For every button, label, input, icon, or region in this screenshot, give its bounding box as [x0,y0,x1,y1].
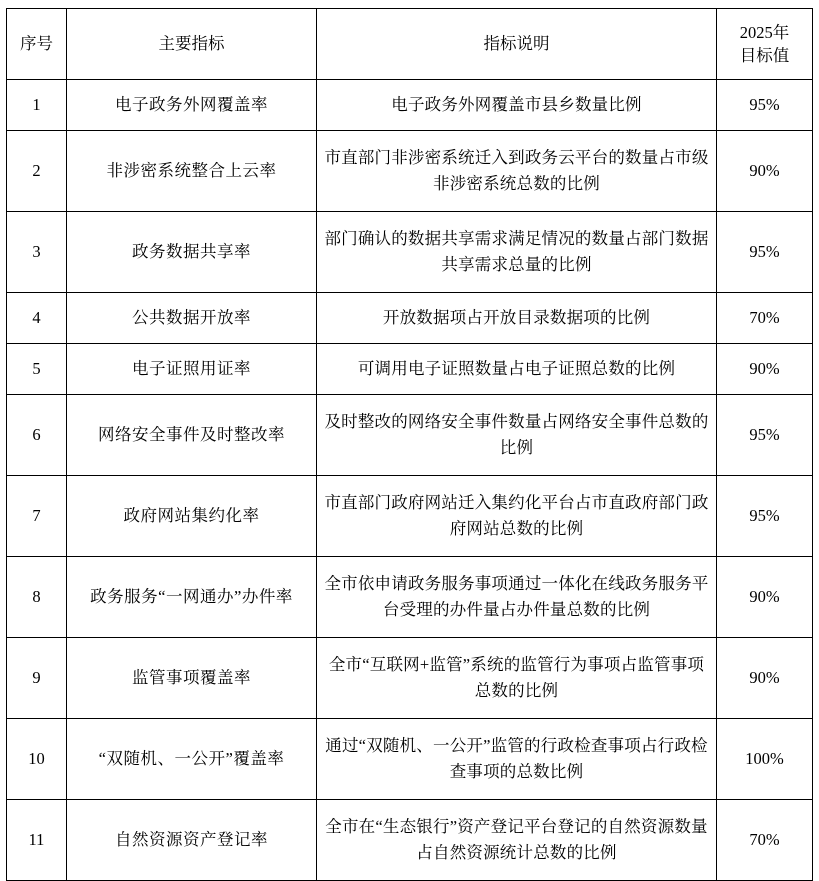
row-index-cell: 5 [7,344,67,395]
table-row [7,212,813,293]
indicator-description-cell: 市直部门非涉密系统迁入到政务云平台的数量占市级非涉密系统总数的比例 [317,131,717,212]
indicator-description-cell: 可调用电子证照数量占电子证照总数的比例 [317,344,717,395]
indicator-name-cell: 监管事项覆盖率 [67,638,317,719]
indicator-description-cell: 市直部门政府网站迁入集约化平台占市直政府部门政府网站总数的比例 [317,476,717,557]
table-body [7,80,813,881]
row-index-cell: 9 [7,638,67,719]
indicator-name-cell: 政务数据共享率 [67,212,317,293]
target-value-cell: 90% [717,557,813,638]
table-row [7,719,813,800]
target-value-cell: 95% [717,476,813,557]
row-index-cell: 6 [7,395,67,476]
indicator-name-cell: 政务服务“一网通办”办件率 [67,557,317,638]
row-index-cell: 7 [7,476,67,557]
table-row [7,344,813,395]
indicator-name-cell: 电子证照用证率 [67,344,317,395]
indicator-name-cell: 电子政务外网覆盖率 [67,80,317,131]
indicator-table [6,8,813,881]
target-value-cell: 70% [717,800,813,881]
row-index-cell: 2 [7,131,67,212]
indicator-name-cell: 非涉密系统整合上云率 [67,131,317,212]
target-value-cell: 90% [717,638,813,719]
table-row [7,80,813,131]
table-row [7,800,813,881]
indicator-description-cell: 部门确认的数据共享需求满足情况的数量占部门数据共享需求总量的比例 [317,212,717,293]
target-value-cell: 95% [717,80,813,131]
target-value-cell: 95% [717,395,813,476]
table-row [7,476,813,557]
row-index-cell: 11 [7,800,67,881]
table-header [7,9,813,80]
indicator-name-cell: 网络安全事件及时整改率 [67,395,317,476]
indicator-name-cell: 公共数据开放率 [67,293,317,344]
table-row [7,293,813,344]
target-value-cell: 90% [717,344,813,395]
target-value-cell: 90% [717,131,813,212]
header-target-year: 2025年 [739,22,790,42]
indicator-description-cell: 全市“互联网+监管”系统的监管行为事项占监管事项总数的比例 [317,638,717,719]
table-row [7,638,813,719]
target-value-cell: 70% [717,293,813,344]
row-index-cell: 8 [7,557,67,638]
row-index-cell: 1 [7,80,67,131]
table-row [7,131,813,212]
header-cell-no: 序号 [7,9,67,80]
indicator-description-cell: 及时整改的网络安全事件数量占网络安全事件总数的比例 [317,395,717,476]
header-target-value: 目标值 [739,46,790,65]
indicator-name-cell: 自然资源资产登记率 [67,800,317,881]
header-cell-desc: 指标说明 [317,9,717,80]
indicator-description-cell: 通过“双随机、一公开”监管的行政检查事项占行政检查事项的总数比例 [317,719,717,800]
indicator-description-cell: 开放数据项占开放目录数据项的比例 [317,293,717,344]
indicator-description-cell: 全市依申请政务服务事项通过一体化在线政务服务平台受理的办件量占办件量总数的比例 [317,557,717,638]
target-value-cell: 100% [717,719,813,800]
table-row [7,557,813,638]
header-cell-target [717,9,813,80]
table-header-row [7,9,813,80]
row-index-cell: 4 [7,293,67,344]
target-value-cell: 95% [717,212,813,293]
indicator-description-cell: 全市在“生态银行”资产登记平台登记的自然资源数量占自然资源统计总数的比例 [317,800,717,881]
row-index-cell: 3 [7,212,67,293]
row-index-cell: 10 [7,719,67,800]
table-row [7,395,813,476]
indicator-name-cell: 政府网站集约化率 [67,476,317,557]
header-cell-name: 主要指标 [67,9,317,80]
indicator-name-cell: “双随机、一公开”覆盖率 [67,719,317,800]
indicator-description-cell: 电子政务外网覆盖市县乡数量比例 [317,80,717,131]
